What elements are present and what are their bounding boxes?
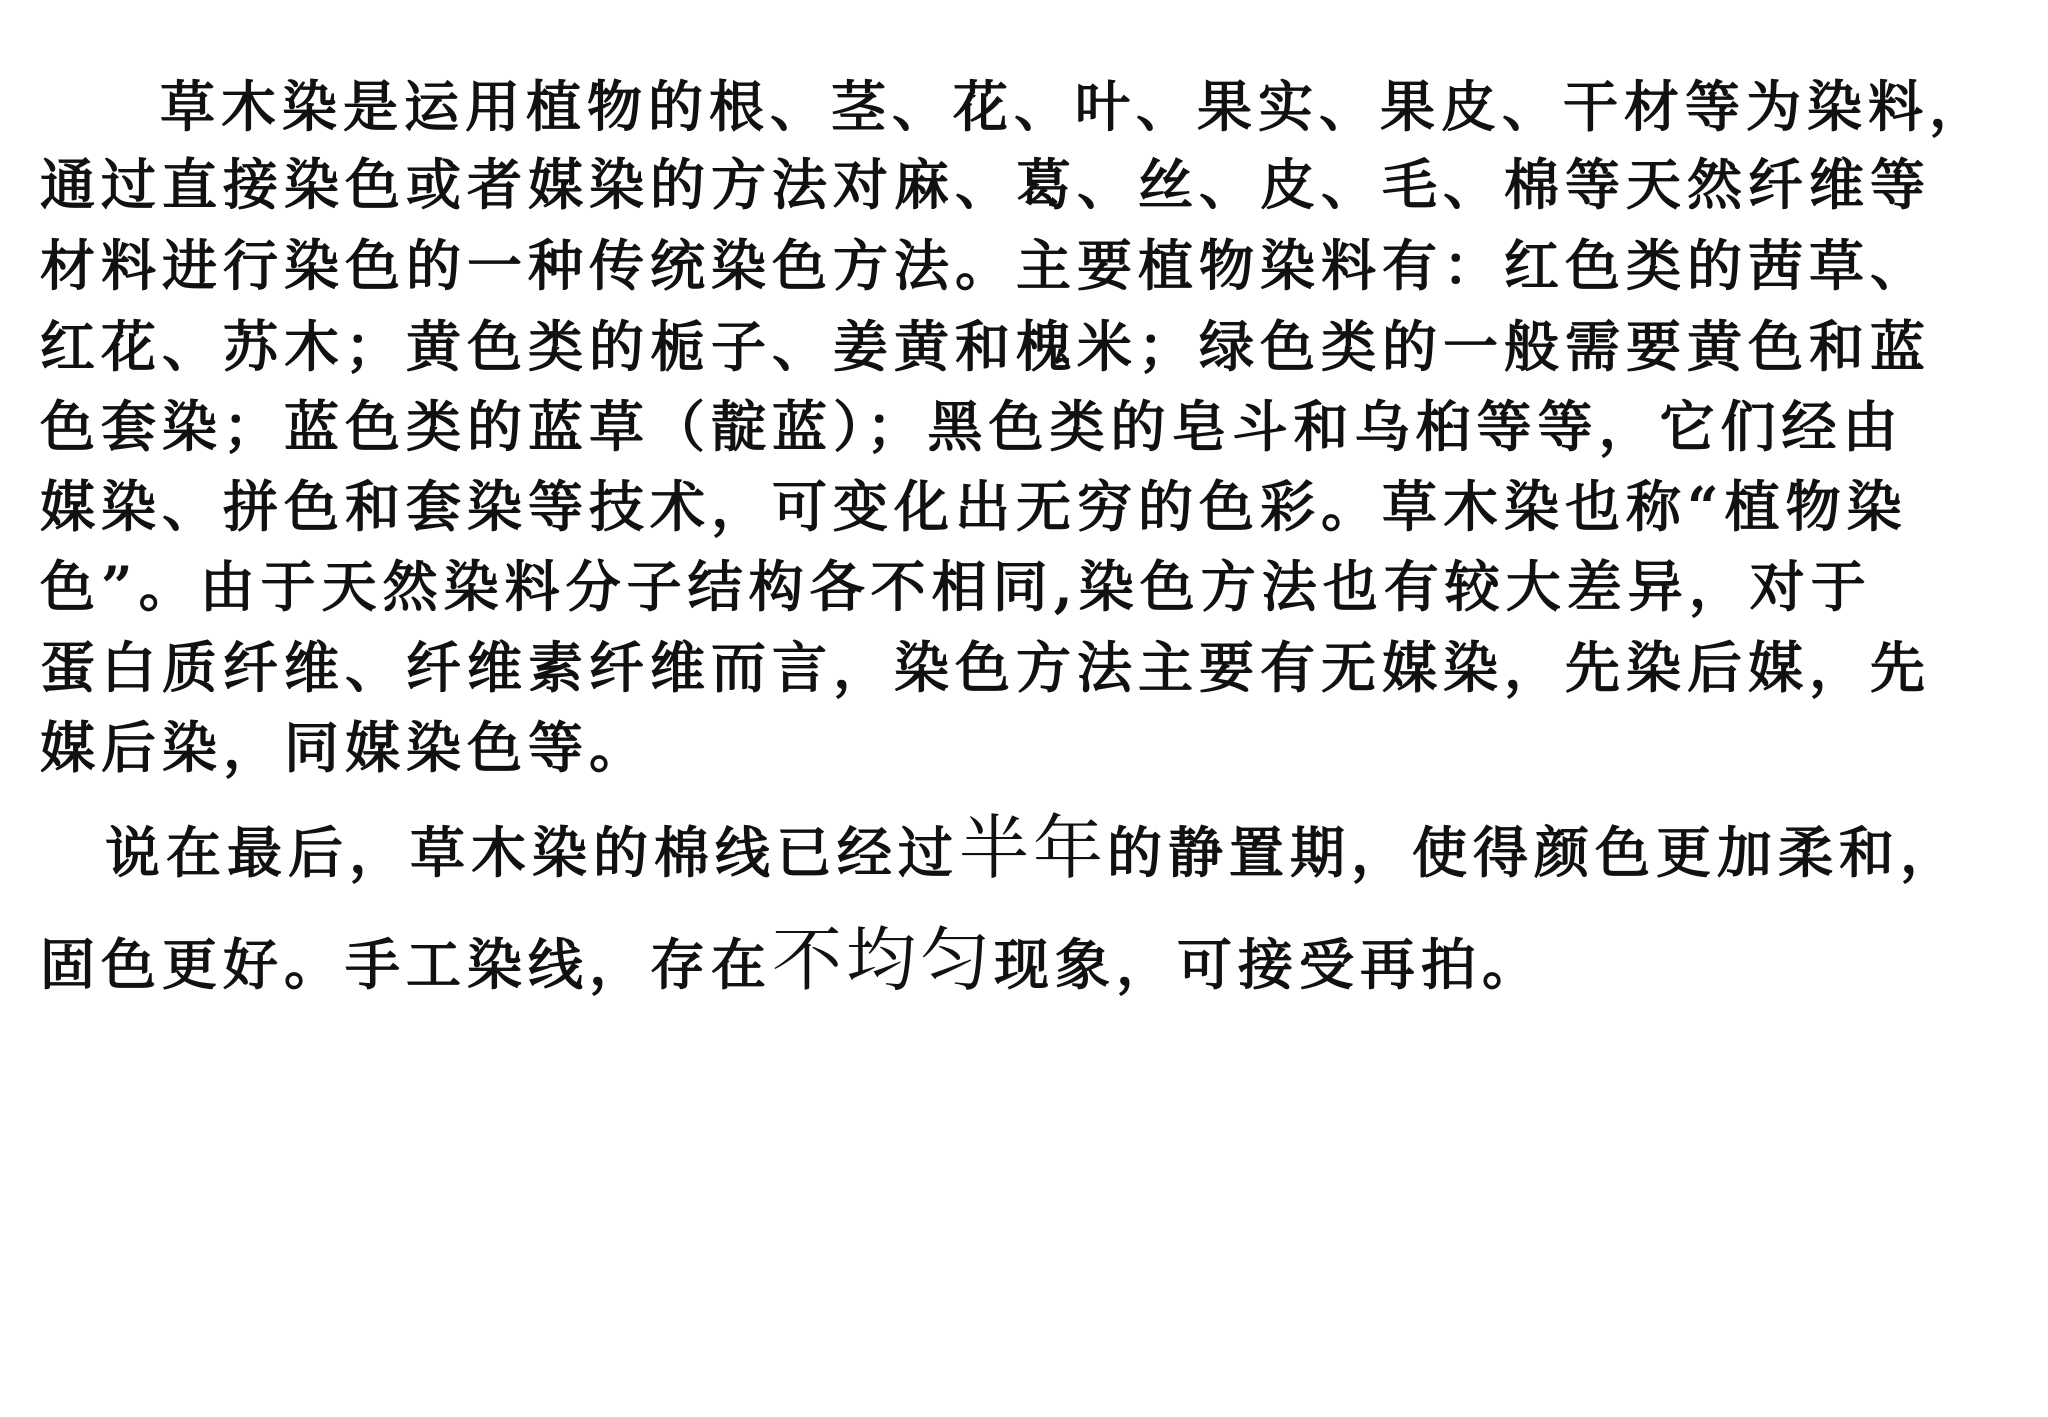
paragraph2-line-1 xyxy=(105,808,1961,888)
paragraph1-line-4: 红花、苏木；黄色类的栀子、姜黄和槐米；绿色类的一般需要黄色和蓝 xyxy=(40,314,1932,379)
paragraph1-line-6: 媒染、拼色和套染等技术，可变化出无穷的色彩。草木染也称“植物染 xyxy=(40,474,1908,539)
paragraph2-line-2 xyxy=(40,915,1543,1005)
paragraph1-line-2: 通过直接染色或者媒染的方法对麻、葛、丝、皮、毛、棉等天然纤维等 xyxy=(40,152,1932,217)
paragraph1-line-8: 蛋白质纤维、纤维素纤维而言，染色方法主要有无媒染，先染后媒，先 xyxy=(40,635,1932,700)
paragraph2-line-2-text-after: 现象，可接受再拍。 xyxy=(994,932,1544,997)
paragraph2-line-1-text-before: 说在最后，草木染的棉线已经过 xyxy=(105,820,960,885)
paragraph1-line-3: 材料进行染色的一种传统染色方法。主要植物染料有：红色类的茜草、 xyxy=(40,233,1932,298)
paragraph2-emphasis-uneven: 不均匀 xyxy=(772,919,995,1001)
paragraph2-emphasis-half-year: 半年 xyxy=(959,807,1108,889)
paragraph1-line-1: 草木染是运用植物的根、茎、花、叶、果实、果皮、干材等为染料， xyxy=(160,74,1991,139)
paragraph1-line-5: 色套染；蓝色类的蓝草（靛蓝）；黑色类的皂斗和乌桕等等，它们经由 xyxy=(40,394,1904,459)
paragraph1-line-7: 色”。由于天然染料分子结构各不相同,染色方法也有较大差异，对于 xyxy=(40,554,1872,619)
paragraph1-line-9: 媒后染，同媒染色等。 xyxy=(40,715,651,780)
paragraph2-line-1-text-after: 的静置期，使得颜色更加柔和， xyxy=(1107,820,1962,885)
paragraph2-line-2-text-before: 固色更好。手工染线，存在 xyxy=(40,932,773,997)
